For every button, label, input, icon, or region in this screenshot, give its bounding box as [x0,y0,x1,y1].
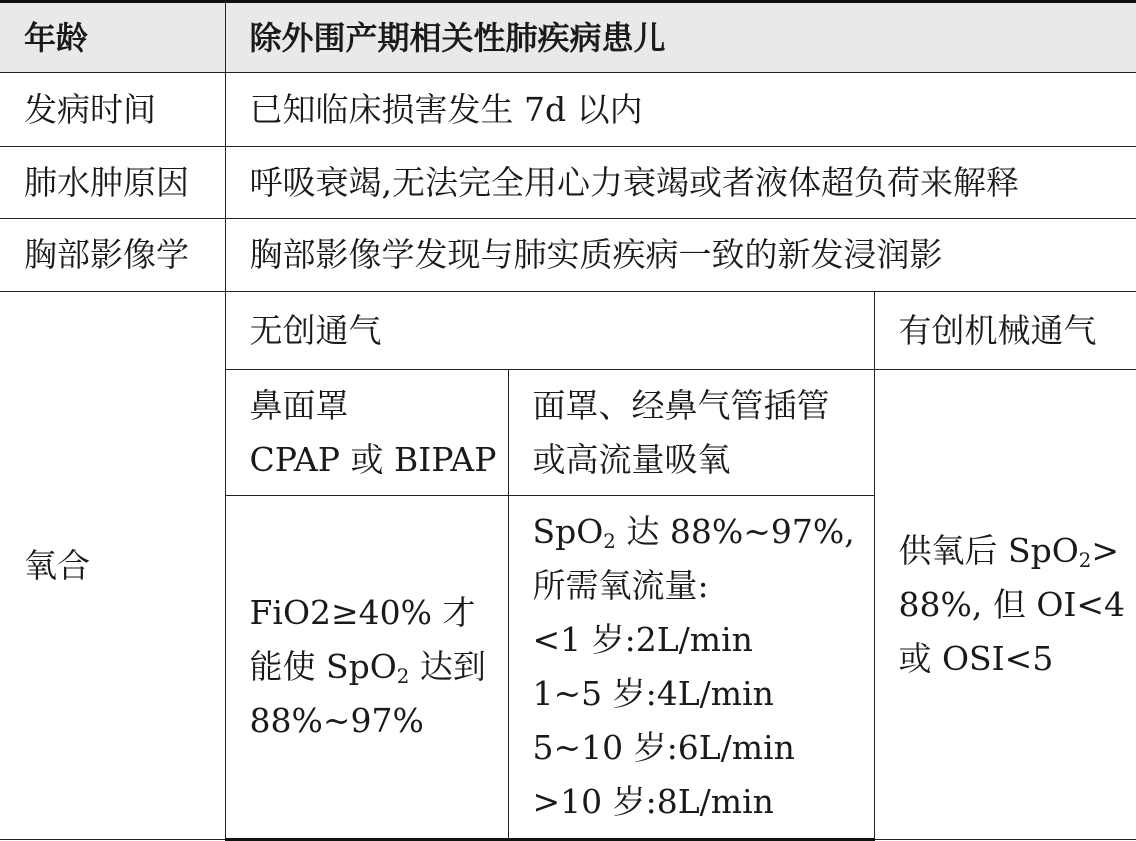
cannula-criteria-cell [508,496,874,840]
header-age: 年龄 [0,2,225,73]
row-value: 已知临床损害发生 7d 以内 [225,73,1136,147]
table-row-imaging [0,219,1136,292]
invasive-title: 有创机械通气 [874,292,1136,370]
flow-age-under-1: <1 岁:2L/min [532,620,753,659]
table-row-ventilation-type [0,292,1136,370]
invasive-criteria-line3: 或 OSI<5 [898,638,1054,678]
invasive-criteria-cell [874,370,1136,840]
mask-name-line1: 鼻面罩 [249,385,349,425]
mask-name-line2: CPAP 或 BIPAP [249,439,497,479]
cannula-name-line1: 面罩、经鼻气管插管 [532,385,830,425]
invasive-criteria-line2: 88%, 但 OI<4 [898,584,1126,624]
flow-age-over-10: >10 岁:8L/min [532,782,774,821]
row-label: 胸部影像学 [0,219,225,292]
header-row [0,2,1136,73]
mask-criteria-line2: 能使 SpO$_2$ 达到 [249,647,486,688]
row-value: 胸部影像学发现与肺实质疾病一致的新发浸润影 [225,219,1136,292]
row-label: 发病时间 [0,73,225,147]
invasive-criteria-line1: 供氧后 SpO$_2$> [898,530,1120,572]
cannula-criteria-line1: SpO$_2$ 达 88%~97%, [532,512,855,553]
row-label: 肺水肿原因 [0,147,225,219]
cannula-device-cell [508,370,874,496]
header-population: 除外围产期相关性肺疾病患儿 [225,2,1136,73]
cannula-name-line2: 或高流量吸氧 [532,439,731,479]
mask-criteria-cell [225,496,508,840]
oxygenation-label: 氧合 [0,292,225,840]
mask-device-cell [225,370,508,496]
table-row-edema-cause [0,147,1136,219]
mask-criteria-line1: FiO2≥40% 才 [249,593,476,632]
flow-age-5-10: 5~10 岁:6L/min [532,728,795,767]
cannula-criteria-line2: 所需氧流量: [532,566,709,605]
noninvasive-title: 无创通气 [225,292,874,370]
row-value: 呼吸衰竭,无法完全用心力衰竭或者液体超负荷来解释 [225,147,1136,219]
table-row-onset [0,73,1136,147]
mask-criteria-line3: 88%~97% [249,701,424,740]
flow-age-1-5: 1~5 岁:4L/min [532,674,774,713]
